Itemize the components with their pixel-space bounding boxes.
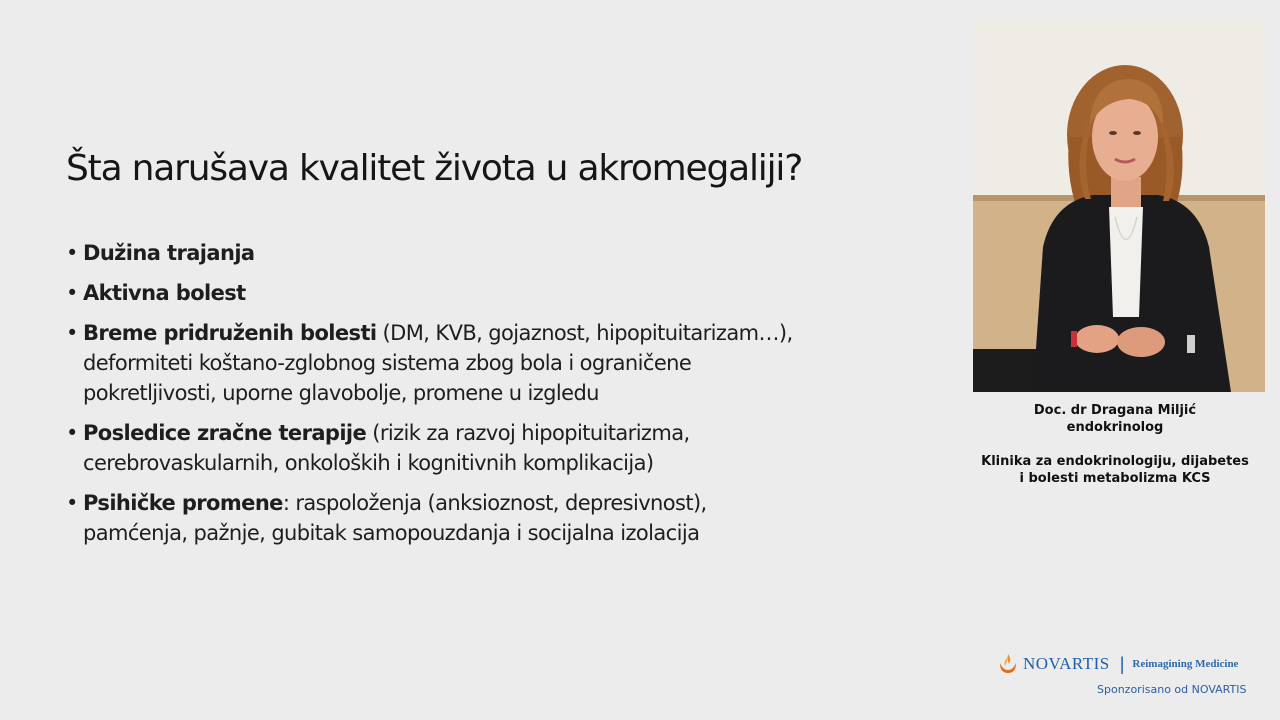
bullet-item — [66, 488, 896, 548]
brand-name: NOVARTIS — [1023, 654, 1110, 673]
bullet-icon: • — [66, 491, 78, 515]
bullet-icon: • — [66, 281, 78, 305]
sponsor-text: Sponzorisano od NOVARTIS — [1097, 683, 1247, 696]
bullet-icon: • — [66, 241, 78, 265]
speaker-name: Doc. dr Dragana Miljić — [1033, 403, 1197, 418]
bullet-heading: Posledice zračne terapije — [83, 421, 367, 445]
brand-tagline: Reimagining Medicine — [1132, 658, 1239, 670]
bullet-item — [66, 318, 896, 408]
bullet-continuation: cerebrovaskularnih, onkoloških i kognitivnih komplikacija) — [83, 451, 654, 475]
bullet-icon: • — [66, 321, 78, 345]
speaker-affiliation-2: i bolesti metabolizma KCS — [1019, 471, 1211, 486]
bullet-text: (DM, KVB, gojaznost, hipopituitarizam…), — [376, 321, 793, 345]
bullet-heading: Breme pridruženih bolesti — [83, 321, 377, 345]
brand-separator: | — [1119, 653, 1125, 674]
bullet-text: (rizik za razvoj hipopituitarizma, — [366, 421, 690, 445]
novartis-logo — [998, 652, 1238, 676]
speaker-figure-image — [973, 17, 1265, 392]
bullet-item — [66, 238, 896, 268]
bullet-item — [66, 278, 896, 308]
bullet-heading: Dužina trajanja — [83, 241, 255, 265]
bullet-text: : raspoloženja (anksioznost, depresivnost), — [282, 491, 707, 515]
bullet-continuation: deformiteti koštano-zglobnog sistema zbog bola i ograničene — [83, 351, 692, 375]
bullet-heading: Aktivna bolest — [83, 281, 246, 305]
bullet-item — [66, 418, 896, 478]
slide-title: Šta narušava kvalitet života u akromegaliji? — [66, 148, 803, 189]
bullet-icon: • — [66, 421, 78, 445]
speaker-affiliation: Klinika za endokrinologiju, dijabetes — [981, 454, 1249, 469]
bullet-heading: Psihičke promene — [83, 491, 283, 515]
bullet-continuation: pamćenja, pažnje, gubitak samopouzdanja i socijalna izolacija — [83, 521, 700, 545]
speaker-video[interactable] — [973, 17, 1265, 392]
speaker-caption — [960, 402, 1270, 487]
novartis-flame-icon — [998, 653, 1018, 675]
bullet-continuation: pokretljivosti, uporne glavobolje, promene u izgledu — [83, 381, 599, 405]
bullet-list — [66, 238, 896, 558]
speaker-role: endokrinolog — [1066, 420, 1164, 435]
